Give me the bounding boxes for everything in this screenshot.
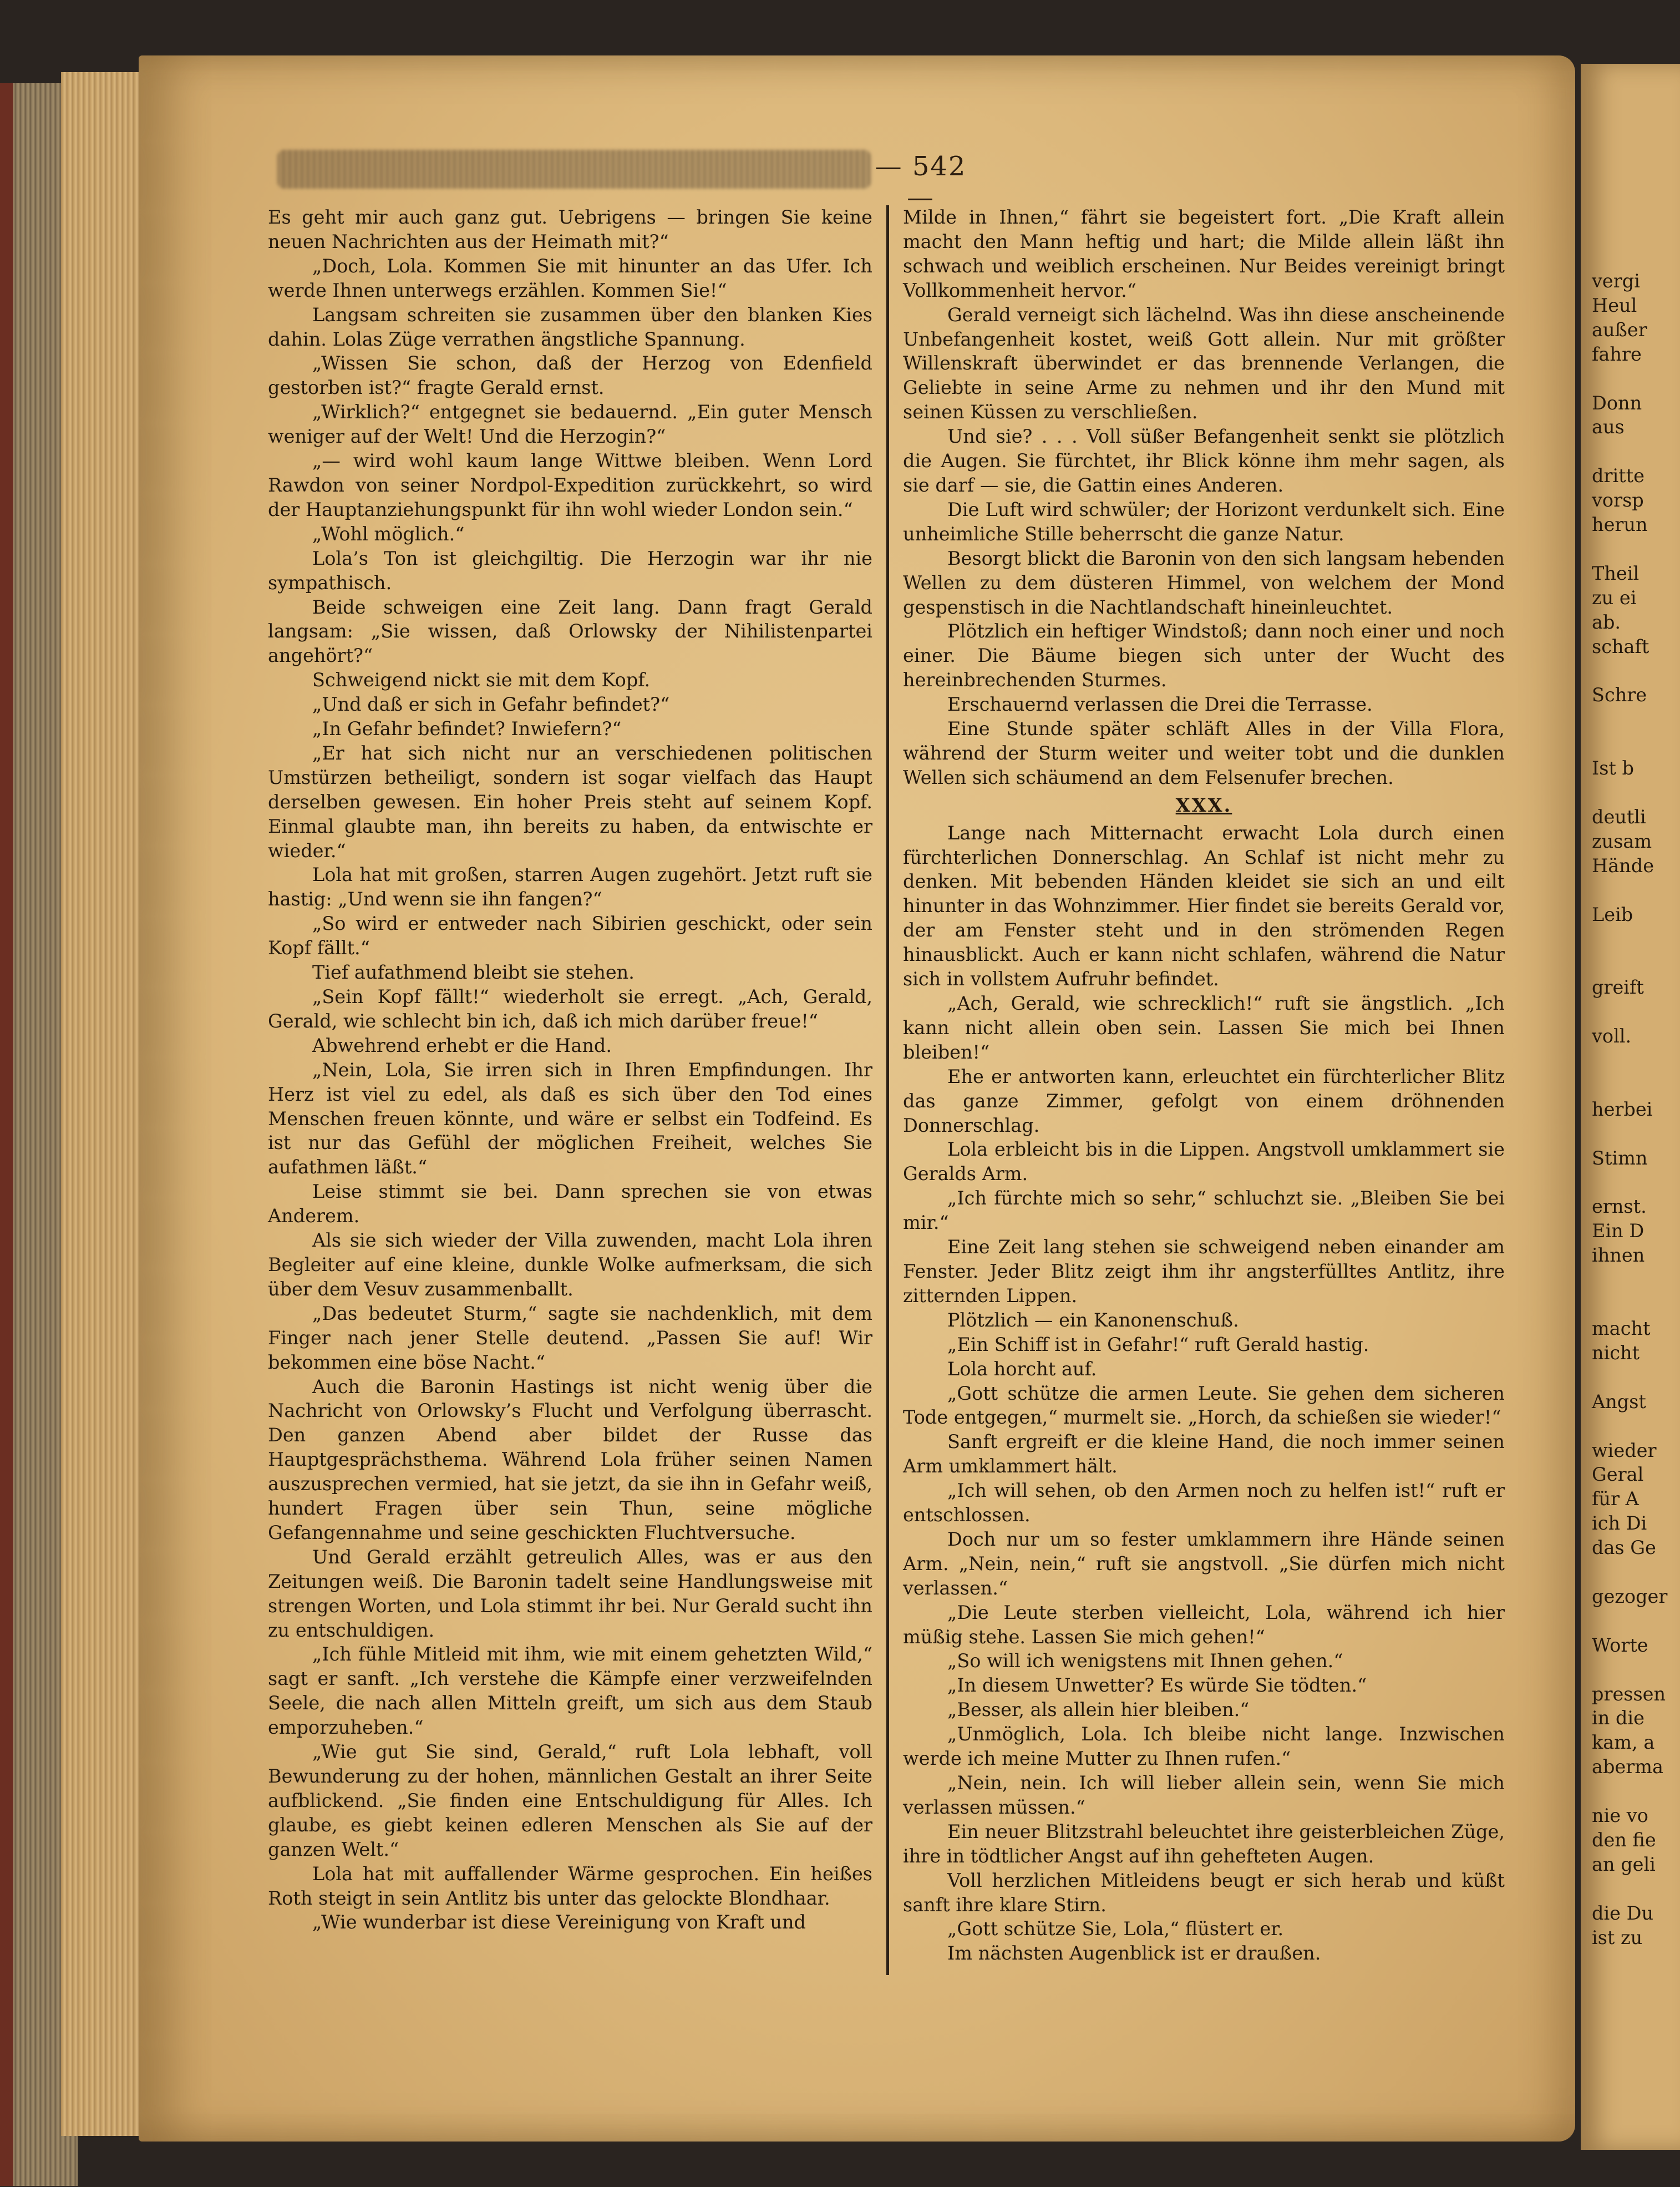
paragraph: Ehe er antworten kann, erleuchtet ein fürchterlicher Blitz das ganze Zimmer, gefolgt von einem dröhnenden Donnerschlag. (903, 1065, 1505, 1136)
paragraph: „Unmöglich, Lola. Ich bleibe nicht lange. Inzwischen werde ich meine Mutter zu Ihnen rufen.“ (903, 1723, 1505, 1770)
next-page-fragment: Geral (1592, 1464, 1644, 1486)
next-page-fragment: dritte (1592, 465, 1645, 487)
next-page-fragment: fahre (1592, 343, 1642, 365)
next-page-fragment: herbei (1592, 1098, 1653, 1120)
next-page-fragment: Angst (1592, 1390, 1646, 1413)
header-smudge (277, 150, 871, 189)
next-page-fragment (1592, 707, 1680, 732)
paragraph: „Gott schütze Sie, Lola,“ flüstert er. (947, 1918, 1284, 1940)
paragraph: „Wie wunderbar ist diese Vereinigung von Kraft und (312, 1911, 806, 1933)
next-page-fragment (1592, 439, 1680, 464)
paragraph: Lola hat mit großen, starren Augen zugehört. Jetzt ruft sie hastig: „Und wenn sie ihn fangen?“ (268, 864, 872, 910)
next-page-fragment: Leib (1592, 903, 1633, 925)
column-divider (886, 205, 889, 1975)
paragraph: Abwehrend erhebt er die Hand. (312, 1034, 612, 1056)
next-page-edge (1581, 64, 1680, 2150)
paragraph: „Die Leute sterben vielleicht, Lola, während ich hier müßig stehe. Lassen Sie mich gehen!“ (903, 1601, 1505, 1648)
paragraph: Schweigend nickt sie mit dem Kopf. (312, 669, 651, 691)
next-page-fragment: gezoger (1592, 1585, 1668, 1607)
next-page-fragment: die Du (1592, 1902, 1654, 1924)
next-page-fragment: ernst. (1592, 1196, 1647, 1218)
section-heading: XXX. (1175, 794, 1232, 816)
paragraph: Die Luft wird schwüler; der Horizont verdunkelt sich. Eine unheimliche Stille beherrscht die ganze Natur. (903, 498, 1505, 545)
paragraph: „Ich fürchte mich so sehr,“ schluchzt sie. „Bleiben Sie bei mir.“ (903, 1187, 1505, 1234)
next-page-fragment: ihnen (1592, 1244, 1645, 1267)
paragraph: „In Gefahr befindet? Inwiefern?“ (312, 718, 622, 740)
paragraph: Doch nur um so fester umklammern ihre Hände seinen Arm. „Nein, nein,“ ruft sie angstvoll. „Sie dürfen mich nicht verlassen.“ (903, 1528, 1505, 1599)
paragraph: Lola’s Ton ist gleichgiltig. Die Herzogin war ihr nie sympathisch. (268, 547, 872, 594)
paragraph: „Er hat sich nicht nur an verschiedenen politischen Umstürzen betheiligt, sondern ist sogar vielfach das Haupt derselben gewesen. Ein hoher Preis steht auf seinem Kopf. Einmal glaubte man, ihn bereits zu haben, da entwischte er wieder.“ (268, 742, 872, 862)
right-column-bottom (903, 821, 1505, 1966)
next-page-fragment (1592, 1171, 1680, 1195)
paragraph: Eine Stunde später schläft Alles in der Villa Flora, während der Sturm weiter und weiter tobt und die dunklen Wellen sich schäumend an dem Felsenufer brechen. (903, 718, 1505, 788)
next-page-fragment (1592, 1365, 1680, 1390)
next-page-fragment: zusam (1592, 830, 1652, 852)
paragraph: Lange nach Mitternacht erwacht Lola durch einen fürchterlichen Donnerschlag. An Schlaf ist nicht mehr zu denken. Mit bebenden Händen kleidet sie sich an und eilt hinunter in das Wohnzimmer. Hier findet sie bereits Gerald vor, der am Fenster steht und in den strömenden Regen hinausblickt. Auch er kann nicht schlafen, während die Natur sich in vollstem Aufruhr befindet. (903, 822, 1505, 990)
paragraph: „— wird wohl kaum lange Wittwe bleiben. Wenn Lord Rawdon von seiner Nordpol-Expedition zurückkehrt, so wird der Hauptanziehungspunkt für ihn wohl wieder London sein.“ (268, 450, 872, 520)
paragraph: „Gott schütze die armen Leute. Sie gehen dem sicheren Tode entgegen,“ murmelt sie. „Horch, da schießen sie wieder!“ (903, 1382, 1505, 1429)
paragraph: Tief aufathmend bleibt sie stehen. (312, 961, 635, 984)
paragraph: Lola hat mit auffallender Wärme gesprochen. Ein heißes Roth steigt in sein Antlitz bis unter das gelockte Blondhaar. (268, 1862, 872, 1909)
next-page-fragment (1592, 367, 1680, 391)
paragraph: „So will ich wenigstens mit Ihnen gehen.“ (947, 1650, 1343, 1672)
paragraph: Sanft ergreift er die kleine Hand, die noch immer seinen Arm umklammert hält. (903, 1431, 1505, 1477)
next-page-fragment (1592, 1000, 1680, 1024)
paragraph: Und Gerald erzählt getreulich Alles, was er aus den Zeitungen weiß. Die Baronin tadelt seine Handlungsweise mit strengen Worten, und Lola stimmt ihr bei. Nur Gerald sucht ihn zu entschuldigen. (268, 1546, 872, 1641)
next-page-fragment: vorsp (1592, 489, 1644, 512)
next-page-fragments (1592, 269, 1680, 1950)
next-page-fragment: Schre (1592, 684, 1647, 706)
paragraph: „Ich fühle Mitleid mit ihm, wie mit einem gehetzten Wild,“ sagt er sanft. „Ich verstehe die Kämpfe einer verzweifelnden Seele, die nach allen Mitteln greift, um sich aus dem Staub emporzuheben.“ (268, 1643, 872, 1739)
paragraph: Leise stimmt sie bei. Dann sprechen sie von etwas Anderem. (268, 1181, 872, 1227)
next-page-fragment: pressen (1592, 1683, 1666, 1705)
paragraph: „Ich will sehen, ob den Armen noch zu helfen ist!“ ruft er entschlossen. (903, 1480, 1505, 1526)
next-page-fragment: herun (1592, 514, 1648, 536)
next-page-fragment (1592, 1658, 1680, 1682)
paragraph: Und sie? . . . Voll süßer Befangenheit senkt sie plötzlich die Augen. Sie fürchtet, ihr Blick könne ihm mehr sagen, als sie darf — sie, die Gattin eines Anderen. (903, 426, 1505, 496)
next-page-fragment: den fie (1592, 1829, 1656, 1851)
next-page-fragment: deutli (1592, 806, 1646, 828)
paragraph: „Wissen Sie schon, daß der Herzog von Edenfield gestorben ist?“ fragte Gerald ernst. (268, 352, 872, 399)
paragraph: Lola horcht auf. (947, 1358, 1097, 1380)
next-page-fragment: wieder (1592, 1439, 1657, 1461)
paragraph: Beide schweigen eine Zeit lang. Dann fragt Gerald langsam: „Sie wissen, daß Orlowsky der Nihilistenpartei angehört?“ (268, 596, 872, 667)
next-page-fragment: Worte (1592, 1634, 1648, 1656)
next-page-fragment: vergi (1592, 270, 1640, 292)
next-page-fragment (1592, 1292, 1680, 1317)
left-column (268, 205, 872, 1935)
paragraph: Plötzlich ein heftiger Windstoß; dann noch einer und noch einer. Die Bäume biegen sich unter der Wucht des hereinbrechenden Sturmes. (903, 620, 1505, 691)
paragraph: „Wirklich?“ entgegnet sie bedauernd. „Ein guter Mensch weniger auf der Welt! Und die Herzogin?“ (268, 401, 872, 448)
next-page-fragment: ich Di (1592, 1512, 1647, 1535)
next-page-fragment: macht (1592, 1317, 1651, 1339)
next-page-fragment (1592, 781, 1680, 805)
paragraph: „Wohl möglich.“ (312, 523, 465, 545)
paragraph: Lola erbleicht bis in die Lippen. Angstvoll umklammert sie Geralds Arm. (903, 1138, 1505, 1185)
paragraph: Erschauernd verlassen die Drei die Terrasse. (947, 693, 1373, 716)
next-page-fragment: voll. (1592, 1025, 1632, 1047)
paragraph: Es geht mir auch ganz gut. Uebrigens — bringen Sie keine neuen Nachrichten aus der Heimath mit?“ (268, 206, 872, 252)
next-page-fragment (1592, 659, 1680, 684)
next-page-fragment: Theil (1592, 562, 1640, 584)
next-page-fragment: Donn (1592, 392, 1642, 414)
next-page-fragment (1592, 1268, 1680, 1292)
paragraph: „Nein, Lola, Sie irren sich in Ihren Empfindungen. Ihr Herz ist viel zu edel, als daß es sich über den Tod eines Menschen freuen könnte, und wäre er selbst ein Todfeind. Es ist nur das Gefühl der möglichen Freiheit, welches Sie aufathmen läßt.“ (268, 1059, 872, 1178)
paragraph: „So wird er entweder nach Sibirien geschickt, oder sein Kopf fällt.“ (268, 913, 872, 959)
next-page-fragment (1592, 537, 1680, 561)
paragraph: „Doch, Lola. Kommen Sie mit hinunter an das Ufer. Ich werde Ihnen unterwegs erzählen. Kommen Sie!“ (268, 255, 872, 301)
next-page-fragment (1592, 1560, 1680, 1584)
next-page-fragment: aus (1592, 416, 1625, 438)
paragraph: „In diesem Unwetter? Es würde Sie tödten.“ (947, 1674, 1367, 1697)
paragraph: „Wie gut Sie sind, Gerald,“ ruft Lola lebhaft, voll Bewunderung zu der hohen, männlichen Gestalt an ihrer Seite aufblickend. „Sie finden eine Entschuldigung für Alles. Ich glaube, es giebt keinen edleren Menschen als Sie auf der ganzen Welt.“ (268, 1741, 872, 1860)
next-page-fragment (1592, 732, 1680, 756)
paragraph: Plötzlich — ein Kanonenschuß. (947, 1309, 1239, 1331)
next-page-fragment (1592, 1877, 1680, 1901)
paragraph: „Und daß er sich in Gefahr befindet?“ (312, 693, 670, 716)
next-page-fragment: Hände (1592, 854, 1654, 877)
next-page-fragment: außer (1592, 318, 1647, 341)
next-page-fragment: Heul (1592, 294, 1637, 316)
next-page-fragment: ab. (1592, 611, 1621, 633)
next-page-fragment: zu ei (1592, 586, 1637, 609)
next-page-fragment (1592, 927, 1680, 951)
paragraph: „Besser, als allein hier bleiben.“ (947, 1699, 1250, 1721)
next-page-fragment: aberma (1592, 1756, 1663, 1778)
paragraph: Langsam schreiten sie zusammen über den blanken Kies dahin. Lolas Züge verrathen ängstliche Spannung. (268, 303, 872, 350)
next-page-fragment (1592, 1609, 1680, 1633)
right-column-top (903, 205, 1505, 790)
next-page-fragment: für A (1592, 1488, 1639, 1510)
paragraph: Besorgt blickt die Baronin von den sich langsam hebenden Wellen zu dem düsteren Himmel, von welchem der Mond gespenstisch in die Nachtlandschaft hineinleuchtet. (903, 547, 1505, 618)
paragraph: „Nein, nein. Ich will lieber allein sein, wenn Sie mich verlassen müssen.“ (903, 1772, 1505, 1818)
next-page-fragment: Stimn (1592, 1147, 1648, 1169)
paragraph: Voll herzlichen Mitleidens beugt er sich herab und küßt sanft ihre klare Stirn. (903, 1869, 1505, 1916)
next-page-fragment: nie vo (1592, 1805, 1648, 1827)
paragraph: Auch die Baronin Hastings ist nicht wenig über die Nachricht von Orlowsky’s Flucht und Verfolgung überrascht. Den ganzen Abend aber bildet der Russe das Hauptgesprächsthema. Während Lola früher seinen Namen auszusprechen vermied, hat sie jetzt, da sie ihn in Gefahr weiß, hundert Fragen über sein Thun, seine mögliche Gefangennahme und seine geschickten Fluchtversuche. (268, 1375, 872, 1543)
paragraph: Als sie sich wieder der Villa zuwenden, macht Lola ihren Begleiter auf eine kleine, dunkle Wolke aufmerksam, die sich über dem Vesuv zusammenballt. (268, 1229, 872, 1300)
page-number: — 542 — (875, 151, 967, 213)
next-page-fragment (1592, 1073, 1680, 1097)
paragraph: Eine Zeit lang stehen sie schweigend neben einander am Fenster. Jeder Blitz zeigt ihm ihr angsterfülltes Antlitz, ihre zitternden Lippen. (903, 1236, 1505, 1307)
next-page-fragment: schaft (1592, 635, 1649, 657)
paragraph: „Ein Schiff ist in Gefahr!“ ruft Gerald hastig. (947, 1333, 1369, 1355)
paragraph: Im nächsten Augenblick ist er draußen. (947, 1942, 1321, 1965)
next-page-fragment: in die (1592, 1707, 1645, 1729)
next-page-fragment (1592, 1049, 1680, 1073)
next-page-fragment: an geli (1592, 1853, 1656, 1875)
paragraph: Ein neuer Blitzstrahl beleuchtet ihre geisterbleichen Züge, ihre in tödtlicher Angst auf ihn gehefteten Augen. (903, 1820, 1505, 1867)
paragraph: „Ach, Gerald, wie schrecklich!“ ruft sie ängstlich. „Ich kann nicht allein oben sein. Lassen Sie mich bei Ihnen bleiben!“ (903, 993, 1505, 1063)
next-page-fragment: nicht (1592, 1341, 1640, 1364)
next-page-fragment: Ist b (1592, 757, 1634, 779)
next-page-fragment: greift (1592, 976, 1644, 999)
next-page-fragment (1592, 1414, 1680, 1439)
next-page-fragment: das Ge (1592, 1537, 1656, 1559)
right-column (903, 205, 1505, 1966)
paragraph: Milde in Ihnen,“ fährt sie begeistert fort. „Die Kraft allein macht den Mann heftig und hart; die Milde allein läßt ihn schwach und weiblich erscheinen. Nur Beides vereinigt bringt Vollkommenheit hervor.“ (903, 206, 1505, 301)
next-page-fragment: ist zu (1592, 1926, 1643, 1948)
next-page-fragment (1592, 951, 1680, 975)
next-page-fragment: Ein D (1592, 1220, 1645, 1242)
next-page-fragment (1592, 878, 1680, 903)
next-page-fragment: kam, a (1592, 1732, 1655, 1754)
paragraph: Gerald verneigt sich lächelnd. Was ihn diese anscheinende Unbefangenheit kostet, weiß Gott allein. Nur mit größter Willenskraft überwindet er das brennende Verlangen, die Geliebte in seine Arme zu nehmen und ihr den Mund mit seinen Küssen zu verschließen. (903, 303, 1505, 423)
next-page-fragment (1592, 1122, 1680, 1146)
next-page-fragment (1592, 1779, 1680, 1804)
paragraph: „Sein Kopf fällt!“ wiederholt sie erregt. „Ach, Gerald, Gerald, wie schlecht bin ich, daß ich mich darüber freue!“ (268, 986, 872, 1032)
paragraph: „Das bedeutet Sturm,“ sagte sie nachdenklich, mit dem Finger nach jener Stelle deutend. „Passen Sie auf! Wir bekommen eine böse Nacht.“ (268, 1302, 872, 1373)
